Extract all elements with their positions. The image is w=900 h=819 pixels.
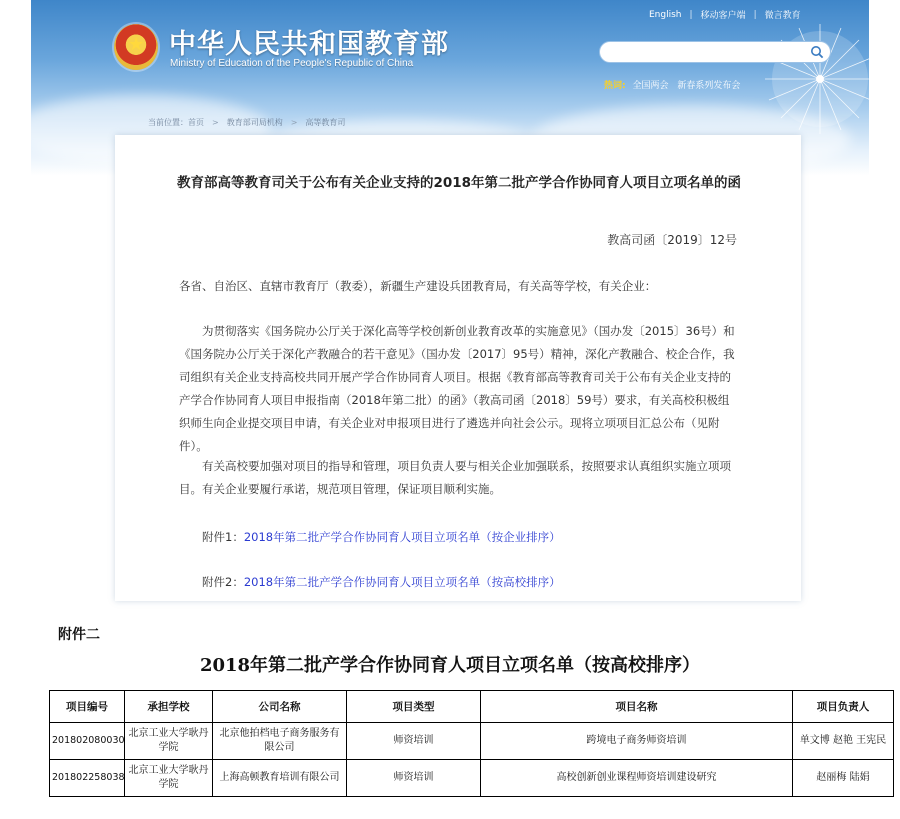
project-id-cell: 201802258038: [50, 760, 125, 797]
breadcrumb-item-higher-education[interactable]: 高等教育司: [305, 118, 346, 127]
english-link[interactable]: English: [649, 9, 682, 20]
attachment-item: [202, 529, 561, 545]
body-paragraph: 为贯彻落实《国务院办公厅关于深化高等学校创新创业教育改革的实施意见》（国办发〔2015〕36号）和《国务院办公厅关于深化产教融合的若干意见》（国办发〔2017〕95号）精神，深化产教融合、校企合作，我司组织有关企业支持高校共同开展产学合作协同育人项目。根据《教育部高等教育司关于公布有关企业支持的产学合作协同育人项目申报指南（2018年第二批）的函》（教高司函〔2018〕59号）要求，有关高校积极组织师生向企业提交项目申请，有关企业对申报项目进行了遴选并向社会公示。现将立项项目汇总公布（见附件）。: [179, 324, 735, 453]
dandelion-icon: [761, 20, 869, 138]
hot-word-link[interactable]: 全国两会: [632, 81, 669, 91]
attachment-link[interactable]: 2018年第二批产学合作协同育人项目立项名单（按企业排序）: [243, 530, 561, 544]
table-header-row: [50, 691, 894, 723]
table-row: [50, 760, 894, 797]
annex-label: 附件二: [58, 627, 100, 643]
table-row: [50, 723, 894, 760]
addressee-paragraph: 各省、自治区、直辖市教育厅（教委），新疆生产建设兵团教育局，有关高等学校，有关企业：: [179, 279, 657, 293]
hot-words: [604, 78, 746, 91]
search-input[interactable]: [610, 45, 804, 61]
project-type-cell: 师资培训: [347, 760, 481, 797]
school-cell: 北京工业大学耿丹学院: [125, 760, 213, 797]
company-cell: 上海高顿教育培训有限公司: [213, 760, 347, 797]
hot-words-label: 热词:: [604, 81, 626, 91]
body-paragraph: 有关高校要加强对项目的指导和管理，项目负责人要与相关企业加强联系，按照要求认真组织实施立项项目。有关企业要履行承诺，规范项目管理，保证项目顺利实施。: [179, 459, 731, 496]
attachment-prefix: 附件1：: [202, 530, 244, 544]
search-icon[interactable]: [810, 45, 824, 59]
annex-title: 2018年第二批产学合作协同育人项目立项名单（按高校排序）: [199, 655, 701, 676]
article-card: [115, 135, 801, 601]
breadcrumb-item-home[interactable]: 当前位置：首页: [148, 118, 204, 127]
column-header: 项目名称: [481, 691, 793, 723]
mobile-client-link[interactable]: 移动客户端: [700, 11, 746, 21]
site-subtitle: Ministry of Education of the People's Republic of China: [170, 58, 414, 69]
column-header: 项目类型: [347, 691, 481, 723]
column-header: 项目编号: [50, 691, 125, 723]
column-header: 项目负责人: [793, 691, 894, 723]
breadcrumb: [148, 117, 345, 128]
school-cell: 北京工业大学耿丹学院: [125, 723, 213, 760]
site-title[interactable]: 中华人民共和国教育部: [169, 29, 449, 60]
document-number: 教高司函〔2019〕12号: [607, 233, 737, 247]
project-type-cell: 师资培训: [347, 723, 481, 760]
chevron-right-icon: >: [290, 118, 298, 127]
project-name-cell: 跨境电子商务师资培训: [481, 723, 793, 760]
article-title: 教育部高等教育司关于公布有关企业支持的2018年第二批产学合作协同育人项目立项名单的函: [176, 175, 742, 191]
company-cell: 北京他拍档电子商务服务有限公司: [213, 723, 347, 760]
divider: |: [689, 9, 693, 20]
divider: |: [753, 9, 757, 20]
national-emblem-icon: ★: [114, 24, 158, 70]
search-box: [599, 41, 831, 63]
project-leader-cell: 赵丽梅 陆娟: [793, 760, 894, 797]
attachment-prefix: 附件2：: [202, 575, 244, 589]
breadcrumb-item-departments[interactable]: 教育部司局机构: [226, 118, 283, 127]
project-table: [49, 690, 894, 797]
attachment-item: [202, 574, 561, 590]
weiyan-link[interactable]: 微言教育: [764, 11, 801, 21]
project-id-cell: 201802080030: [50, 723, 125, 760]
hot-word-link[interactable]: 新春系列发布会: [677, 81, 741, 91]
chevron-right-icon: >: [212, 118, 219, 127]
project-name-cell: 高校创新创业课程师资培训建设研究: [481, 760, 793, 797]
attachment-link[interactable]: 2018年第二批产学合作协同育人项目立项名单（按高校排序）: [243, 575, 561, 589]
top-links: [641, 8, 809, 21]
column-header: 公司名称: [213, 691, 347, 723]
project-leader-cell: 单文博 赵艳 王宪民: [793, 723, 894, 760]
column-header: 承担学校: [125, 691, 213, 723]
